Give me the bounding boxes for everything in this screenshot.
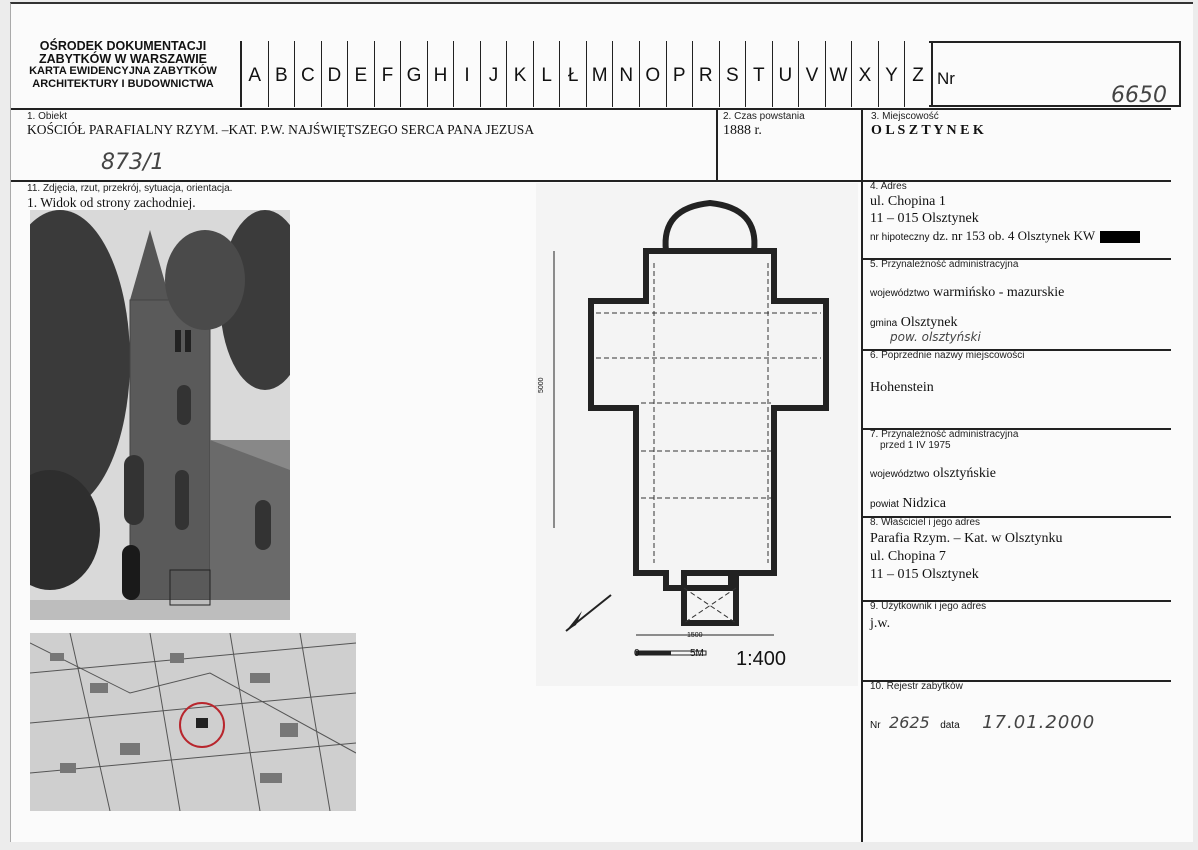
hipoteczny-value: dz. nr 153 ob. 4 Olsztynek KW xyxy=(932,228,1095,243)
index-letter: L xyxy=(534,41,561,107)
plan-scale: 1:400 xyxy=(736,648,787,670)
plan-scale-bar-unit: 5M xyxy=(690,648,704,659)
adres-line-2: 11 – 015 Olsztynek xyxy=(870,211,979,226)
plan-dimension-width: 1500 xyxy=(687,632,703,639)
divider xyxy=(11,180,1171,182)
floor-plan xyxy=(536,183,858,686)
index-letter: Y xyxy=(879,41,906,107)
index-letter: H xyxy=(428,41,455,107)
powiat-handwritten: pow. olsztyński xyxy=(890,330,981,344)
situation-map xyxy=(30,633,356,811)
situation-map-drawing xyxy=(30,633,356,811)
adres-hipoteczny xyxy=(870,228,1140,244)
index-letter: T xyxy=(746,41,773,107)
zdjecia-label: 11. Zdjęcia, rzut, przekrój, sytuacja, orientacja. xyxy=(27,183,233,194)
redacted-block xyxy=(1100,231,1140,243)
poprzednie-label: 6. Poprzednie nazwy miejscowości xyxy=(870,350,1025,361)
miejscowosc-label: 3. Miejscowość xyxy=(871,111,939,122)
przed1975-powiat-label: powiat xyxy=(870,499,899,510)
przed1975-label: 7. Przynależność administracyjna xyxy=(870,429,1019,440)
miejscowosc-value: O L S Z T Y N E K xyxy=(871,123,984,138)
index-letter: K xyxy=(507,41,534,107)
index-letter: W xyxy=(826,41,853,107)
przed1975-powiat xyxy=(870,496,946,512)
index-letter: N xyxy=(613,41,640,107)
czas-label: 2. Czas powstania xyxy=(723,111,805,122)
adres-line-1: ul. Chopina 1 xyxy=(870,194,946,209)
index-letter: I xyxy=(454,41,481,107)
index-letter: M xyxy=(587,41,614,107)
floor-plan-drawing xyxy=(536,183,858,686)
index-letter: O xyxy=(640,41,667,107)
czas-value: 1888 r. xyxy=(723,123,762,138)
index-letter: G xyxy=(401,41,428,107)
uzytkownik-value: j.w. xyxy=(870,616,891,631)
poprzednie-value: Hohenstein xyxy=(870,380,934,395)
divider xyxy=(11,108,1171,110)
institution-line-1: OŚRODEK DOKUMENTACJI xyxy=(39,39,207,53)
rejestr-nr-label: Nr xyxy=(870,720,881,731)
wojewodztwo-label: województwo xyxy=(870,288,930,299)
index-letter: A xyxy=(242,41,269,107)
index-letter: U xyxy=(773,41,800,107)
index-letter: E xyxy=(348,41,375,107)
index-letter: Z xyxy=(912,65,924,86)
przynaleznosc-label: 5. Przynależność administracyjna xyxy=(870,259,1019,270)
plan-dimension-height: 5000 xyxy=(538,377,545,393)
index-letter: C xyxy=(295,41,322,107)
registry-number-box xyxy=(929,41,1181,107)
church-photo-drawing xyxy=(30,210,290,620)
index-letter: D xyxy=(322,41,349,107)
wlasciciel-line-1: Parafia Rzym. – Kat. w Olsztynku xyxy=(870,531,1063,546)
institution-header xyxy=(23,40,223,90)
church-photo xyxy=(30,210,290,620)
rejestr-nr-value: 2625 xyxy=(889,713,930,732)
index-letter: X xyxy=(852,41,879,107)
institution-line-4: ARCHITEKTURY I BUDOWNICTWA xyxy=(32,77,214,90)
przed1975-wojewodztwo xyxy=(870,466,996,482)
institution-line-2: ZABYTKÓW W WARSZAWIE xyxy=(38,51,208,66)
obiekt-handwritten-number: 873/1 xyxy=(101,150,165,175)
index-letter: R xyxy=(693,41,720,107)
rejestr-data-label: data xyxy=(940,720,960,731)
divider xyxy=(861,108,863,842)
przed1975-sublabel: przed 1 IV 1975 xyxy=(880,440,951,451)
registry-number-value: 6650 xyxy=(1111,83,1167,108)
uzytkownik-label: 9. Użytkownik i jego adres xyxy=(870,601,987,612)
przynaleznosc-wojewodztwo xyxy=(870,285,1064,301)
adres-label: 4. Adres xyxy=(870,181,907,192)
index-letter: V xyxy=(799,41,826,107)
hipoteczny-label: nr hipoteczny xyxy=(870,232,930,243)
index-letter: S xyxy=(720,41,747,107)
index-letter-row xyxy=(240,41,933,107)
plan-scale-bar-zero: 0 xyxy=(634,648,640,659)
przed1975-woj-label: województwo xyxy=(870,469,930,480)
wlasciciel-line-3: 11 – 015 Olsztynek xyxy=(870,567,979,582)
gmina-label: gmina xyxy=(870,318,898,329)
przed1975-woj-value: olsztyńskie xyxy=(932,466,996,481)
index-letter: Ł xyxy=(560,41,587,107)
obiekt-label: 1. Obiekt xyxy=(27,111,68,122)
obiekt-value: KOŚCIÓŁ PARAFIALNY RZYM. –KAT. P.W. NAJŚWIĘTSZEGO SERCA PANA JEZUSA xyxy=(27,122,535,137)
wojewodztwo-value: warmińsko - mazurskie xyxy=(932,285,1065,300)
przed1975-powiat-value: Nidzica xyxy=(902,496,946,511)
registry-number-label: Nr xyxy=(937,69,955,88)
photo-caption: 1. Widok od strony zachodniej. xyxy=(27,195,196,210)
institution-line-3: KARTA EWIDENCYJNA ZABYTKÓW xyxy=(29,65,217,78)
wlasciciel-label: 8. Właściciel i jego adres xyxy=(870,517,981,528)
wlasciciel-line-2: ul. Chopina 7 xyxy=(870,549,946,564)
index-letter: F xyxy=(375,41,402,107)
rejestr-entry xyxy=(870,712,1095,733)
index-letter: B xyxy=(269,41,296,107)
divider xyxy=(716,108,718,180)
index-letter: J xyxy=(481,41,508,107)
rejestr-label: 10. Rejestr zabytków xyxy=(870,681,963,692)
rejestr-data-value: 17.01.2000 xyxy=(982,712,1096,733)
gmina-value: Olsztynek xyxy=(900,315,958,330)
index-letter: P xyxy=(667,41,694,107)
przynaleznosc-gmina xyxy=(870,315,958,331)
